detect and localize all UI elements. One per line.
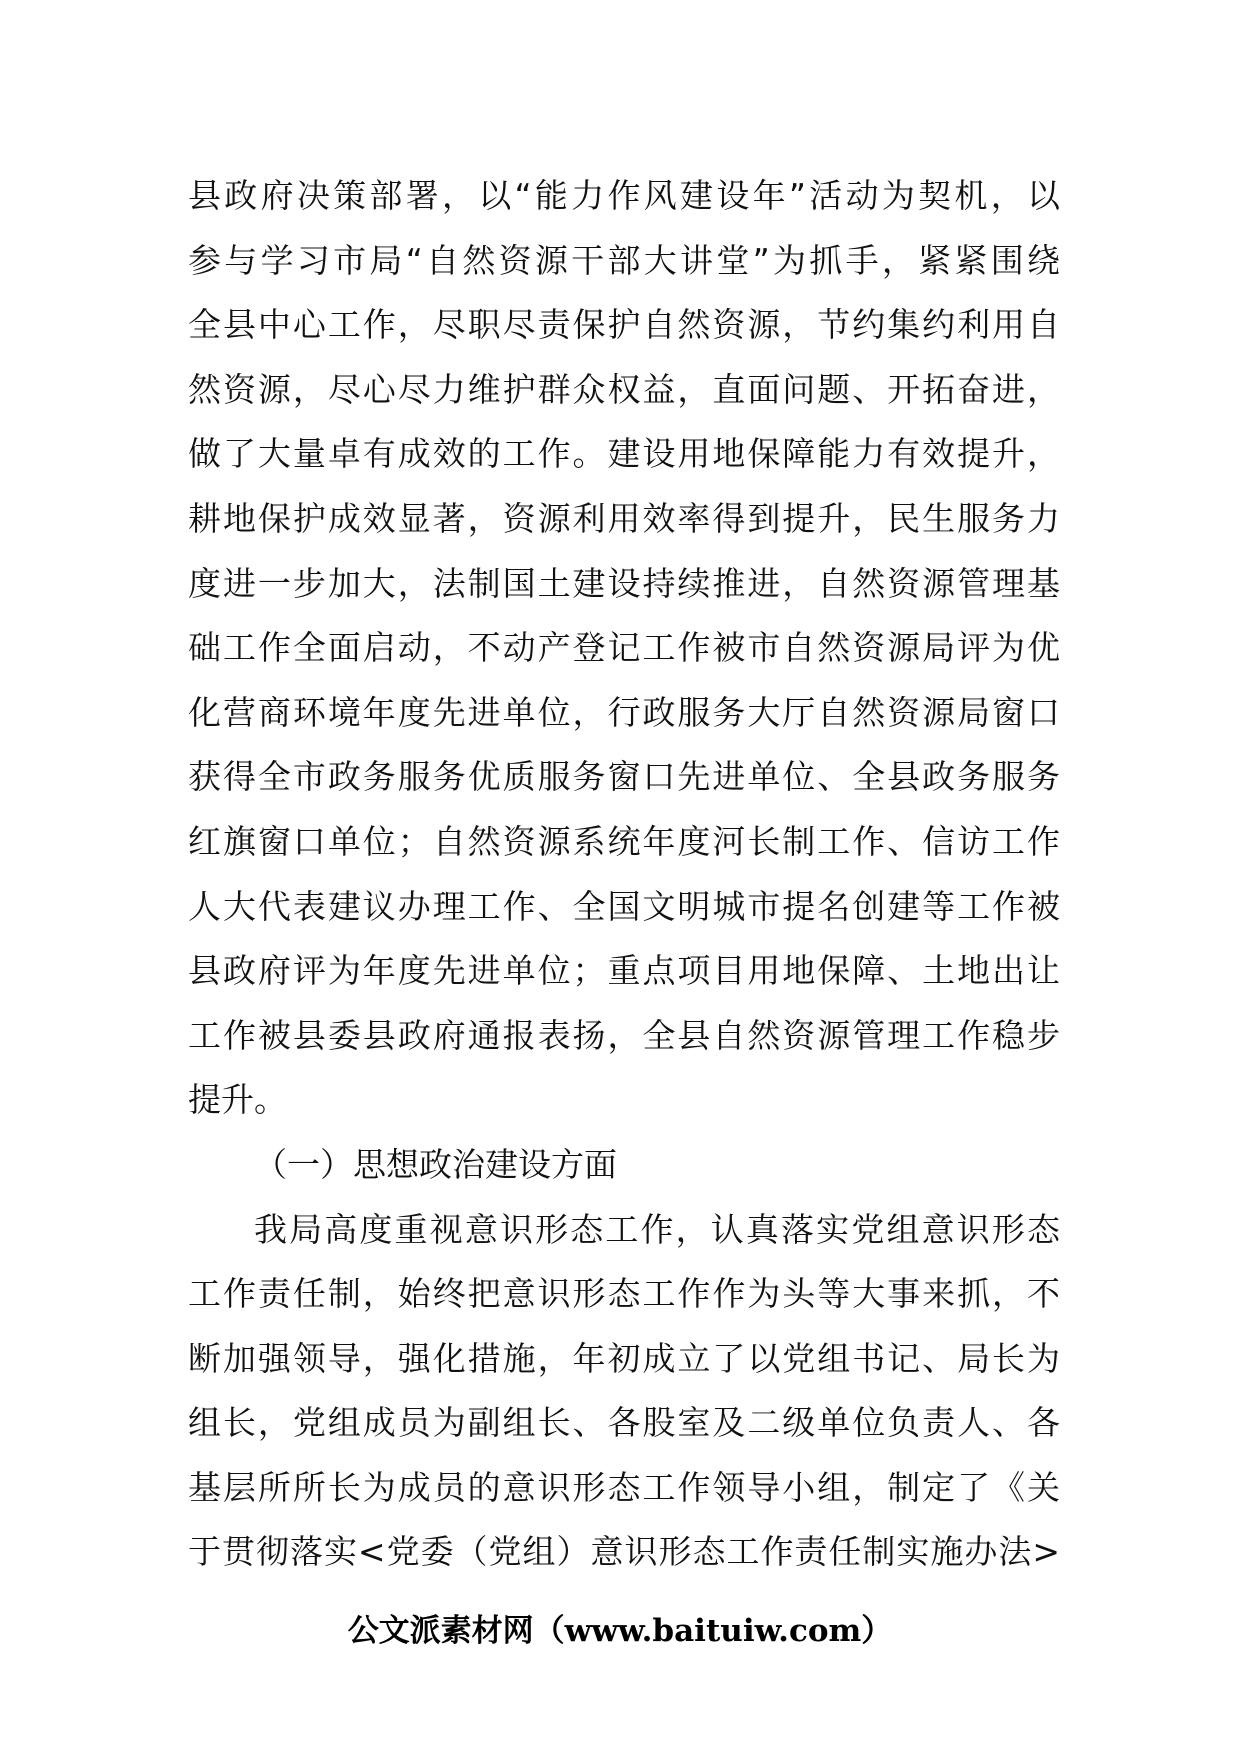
- paragraph-line: 化营商环境年度先进单位，行政服务大厅自然资源局窗口: [188, 692, 1060, 732]
- paragraph-line: 然资源，尽心尽力维护群众权益，直面问题、开拓奋进，: [188, 369, 1060, 409]
- paragraph-line: 人大代表建议办理工作、全国文明城市提名创建等工作被: [188, 886, 1060, 926]
- section-paragraph-line: 我局高度重视意识形态工作，认真落实党组意识形态: [254, 1209, 1060, 1249]
- paragraph-line: 县政府决策部署，以“能力作风建设年”活动为契机，以: [188, 176, 1060, 215]
- section-paragraph-line: 基层所所长为成员的意识形态工作领导小组，制定了《关: [188, 1467, 1060, 1507]
- paragraph-line: 县政府评为年度先进单位；重点项目用地保障、土地出让: [188, 951, 1060, 991]
- paragraph-line: 做了大量卓有成效的工作。建设用地保障能力有效提升，: [188, 434, 1060, 474]
- paragraph-line: 工作被县委县政府通报表扬，全县自然资源管理工作稳步: [188, 1015, 1060, 1055]
- section-paragraph-line: 断加强领导，强化措施，年初成立了以党组书记、局长为: [188, 1338, 1060, 1378]
- paragraph-line: 红旗窗口单位；自然资源系统年度河长制工作、信访工作: [188, 821, 1060, 861]
- paragraph-line: 耕地保护成效显著，资源利用效率得到提升，民生服务力: [188, 498, 1060, 538]
- paragraph-line: 参与学习市局“自然资源干部大讲堂”为抓手，紧紧围绕: [188, 240, 1060, 280]
- section-paragraph-line: 工作责任制，始终把意识形态工作作为头等大事来抓，不: [188, 1274, 1060, 1314]
- section-paragraph-line: 组长，党组成员为副组长、各股室及二级单位负责人、各: [188, 1403, 1060, 1443]
- section-heading: （一）思想政治建设方面: [254, 1144, 617, 1184]
- document-body: [188, 164, 1060, 1585]
- paragraph-line: 获得全市政务服务优质服务窗口先进单位、全县政务服务: [188, 757, 1060, 797]
- footer-watermark-text: 公文派素材网（www.baituiw.com）: [347, 1613, 893, 1649]
- paragraph-line: 础工作全面启动，不动产登记工作被市自然资源局评为优: [188, 628, 1060, 668]
- paragraph-line: 全县中心工作，尽职尽责保护自然资源，节约集约利用自: [188, 305, 1060, 345]
- paragraph-line: 度进一步加大，法制国土建设持续推进，自然资源管理基: [188, 563, 1060, 603]
- section-paragraph-line: 于贯彻落实<党委（党组）意识形态工作责任制实施办法>: [188, 1532, 1060, 1572]
- paragraph-line: 提升。: [188, 1080, 287, 1120]
